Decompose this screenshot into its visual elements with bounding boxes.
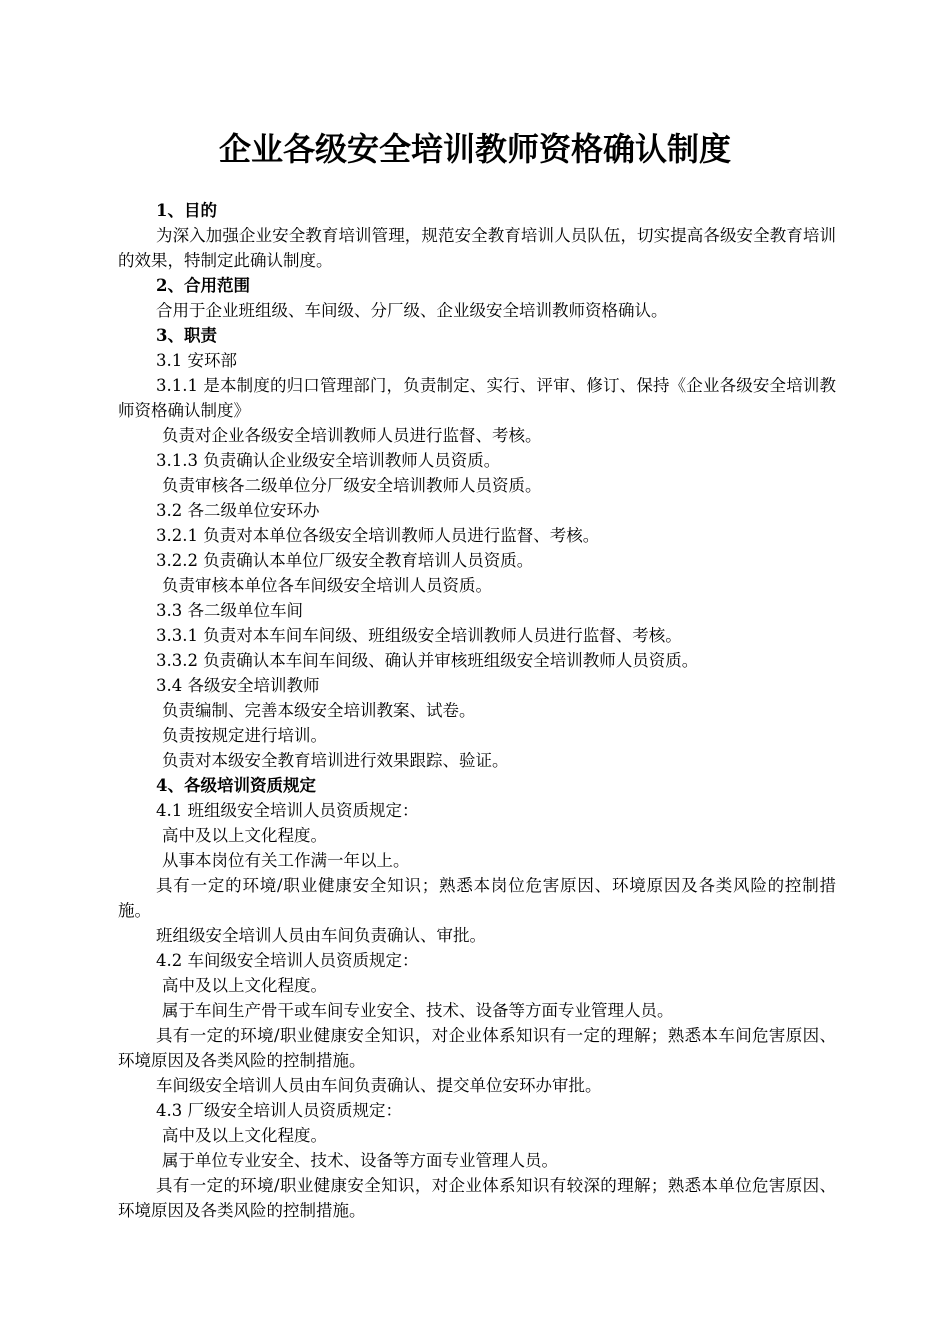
paragraph: 合用于企业班组级、车间级、分厂级、企业级安全培训教师资格确认。 xyxy=(156,301,668,320)
paragraph: 3.1 安环部 xyxy=(156,351,237,370)
paragraph: 高中及以上文化程度。 xyxy=(162,826,327,845)
paragraph: 3.2.2 负责确认本单位厂级安全教育培训人员资质。 xyxy=(156,551,534,570)
paragraph: 高中及以上文化程度。 xyxy=(162,1126,327,1145)
paragraph: 为深入加强企业安全教育培训管理，规范安全教育培训人员队伍，切实提高各级安全教育培训的效果，特制定此确认制度。 xyxy=(118,226,836,270)
section-heading: 2、合用范围 xyxy=(156,276,250,295)
paragraph: 班组级安全培训人员由车间负责确认、审批。 xyxy=(156,926,486,945)
paragraph: 4.1 班组级安全培训人员资质规定： xyxy=(156,801,419,820)
paragraph: 3.3.2 负责确认本车间车间级、确认并审核班组级安全培训教师人员资质。 xyxy=(156,651,699,670)
paragraph: 具有一定的环境/职业健康安全知识，对企业体系知识有较深的理解；熟悉本单位危害原因、环境原因及各类风险的控制措施。 xyxy=(118,1176,836,1220)
paragraph: 负责审核各二级单位分厂级安全培训教师人员资质。 xyxy=(162,476,542,495)
paragraph: 3.1.3 负责确认企业级安全培训教师人员资质。 xyxy=(156,451,501,470)
paragraph: 3.1.1 是本制度的归口管理部门，负责制定、实行、评审、修订、保持《企业各级安全培训教师资格确认制度》 xyxy=(118,376,836,420)
section-heading: 1、目的 xyxy=(156,201,217,220)
paragraph: 属于单位专业安全、技术、设备等方面专业管理人员。 xyxy=(162,1151,558,1170)
paragraph: 具有一定的环境/职业健康安全知识；熟悉本岗位危害原因、环境原因及各类风险的控制措施。 xyxy=(118,876,836,920)
paragraph: 3.2 各二级单位安环办 xyxy=(156,501,320,520)
section-heading: 4、各级培训资质规定 xyxy=(156,776,316,795)
paragraph: 4.2 车间级安全培训人员资质规定： xyxy=(156,951,419,970)
paragraph: 负责审核本单位各车间级安全培训人员资质。 xyxy=(162,576,492,595)
paragraph: 3.4 各级安全培训教师 xyxy=(156,676,320,695)
document-body xyxy=(118,198,836,1223)
paragraph: 车间级安全培训人员由车间负责确认、提交单位安环办审批。 xyxy=(156,1076,602,1095)
paragraph: 高中及以上文化程度。 xyxy=(162,976,327,995)
paragraph: 3.3 各二级单位车间 xyxy=(156,601,303,620)
document-title: 企业各级安全培训教师资格确认制度 xyxy=(218,130,731,168)
paragraph: 负责编制、完善本级安全培训教案、试卷。 xyxy=(162,701,476,720)
section-heading: 3、职责 xyxy=(156,326,217,345)
paragraph: 3.2.1 负责对本单位各级安全培训教师人员进行监督、考核。 xyxy=(156,526,600,545)
paragraph: 负责按规定进行培训。 xyxy=(162,726,327,745)
paragraph: 属于车间生产骨干或车间专业安全、技术、设备等方面专业管理人员。 xyxy=(162,1001,674,1020)
paragraph: 具有一定的环境/职业健康安全知识，对企业体系知识有一定的理解；熟悉本车间危害原因、环境原因及各类风险的控制措施。 xyxy=(118,1026,836,1070)
paragraph: 负责对本级安全教育培训进行效果跟踪、验证。 xyxy=(162,751,509,770)
paragraph: 从事本岗位有关工作满一年以上。 xyxy=(162,851,410,870)
paragraph: 3.3.1 负责对本车间车间级、班组级安全培训教师人员进行监督、考核。 xyxy=(156,626,682,645)
paragraph: 负责对企业各级安全培训教师人员进行监督、考核。 xyxy=(162,426,542,445)
paragraph: 4.3 厂级安全培训人员资质规定： xyxy=(156,1101,402,1120)
